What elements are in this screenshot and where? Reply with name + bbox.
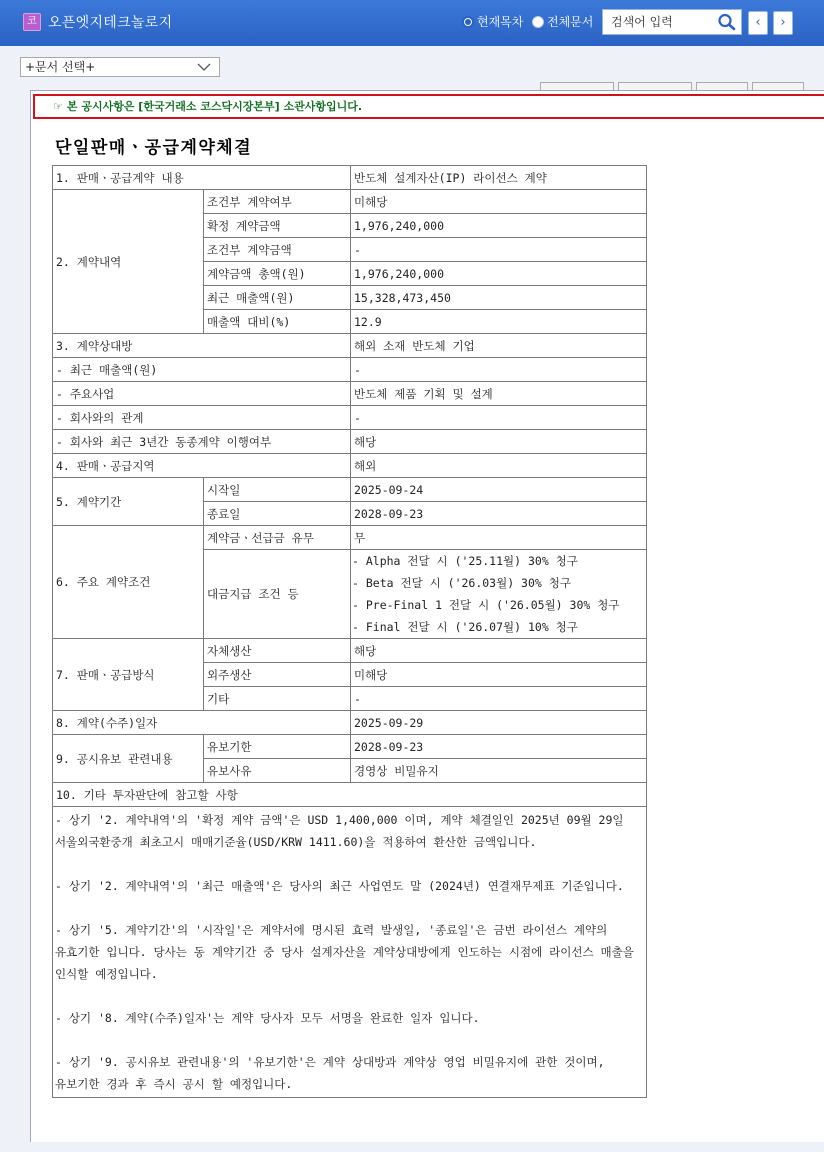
table-row bbox=[53, 430, 647, 454]
sub-value: 1,976,240,000 bbox=[351, 214, 647, 238]
row-label: 9. 공시유보 관련내용 bbox=[53, 735, 204, 783]
sub-value: 경영상 비밀유지 bbox=[351, 759, 647, 783]
disclosure-table bbox=[52, 165, 647, 1098]
sub-label: 매출액 대비(%) bbox=[204, 310, 351, 334]
sub-value: 15,328,473,450 bbox=[351, 286, 647, 310]
remarks-cell bbox=[53, 807, 647, 1098]
table-row bbox=[53, 334, 647, 358]
table-row bbox=[53, 807, 647, 1098]
radio-unchecked-icon[interactable] bbox=[532, 16, 544, 28]
row-label: 6. 주요 계약조건 bbox=[53, 526, 204, 639]
sub-value: 미해당 bbox=[351, 663, 647, 687]
payment-term-line: - Final 전달 시 ('26.07월) 10% 청구 bbox=[352, 620, 578, 634]
row-label: 8. 계약(수주)일자 bbox=[53, 711, 351, 735]
top-bar bbox=[0, 0, 824, 46]
payment-term-line: - Beta 전달 시 ('26.03월) 30% 청구 bbox=[352, 576, 571, 590]
table-row bbox=[53, 358, 647, 382]
sub-value: - bbox=[351, 238, 647, 262]
sub-value: 무 bbox=[351, 526, 647, 550]
company-title: 오픈엣지테크놀로지 bbox=[48, 15, 173, 31]
table-row bbox=[53, 454, 647, 478]
remark-paragraph: - 상기 '9. 공시유보 관련내용'의 '유보기한'은 계약 상대방과 계약상 영업 비밀유지에 관한 것이며, 유보기한 경과 후 즉시 공시 할 예정입니다. bbox=[55, 1055, 605, 1091]
table-row bbox=[53, 382, 647, 406]
row-label: - 최근 매출액(원) bbox=[53, 358, 351, 382]
sub-label: 최근 매출액(원) bbox=[204, 286, 351, 310]
sub-value: 12.9 bbox=[351, 310, 647, 334]
row-value: 해외 소재 반도체 기업 bbox=[351, 334, 647, 358]
row-label: 4. 판매ㆍ공급지역 bbox=[53, 454, 351, 478]
sub-value: 2028-09-23 bbox=[351, 735, 647, 759]
sub-value: 2025-09-24 bbox=[351, 478, 647, 502]
row-value: - bbox=[351, 358, 647, 382]
sub-label: 시작일 bbox=[204, 478, 351, 502]
search-icon[interactable] bbox=[717, 13, 737, 31]
sub-label: 자체생산 bbox=[204, 639, 351, 663]
chevron-down-icon bbox=[197, 62, 211, 72]
sub-label: 계약금ㆍ선급금 유무 bbox=[204, 526, 351, 550]
row-label: 5. 계약기간 bbox=[53, 478, 204, 526]
row-value: 반도체 제품 기획 및 설계 bbox=[351, 382, 647, 406]
notice-text: 본 공시사항은 [한국거래소 코스닥시장본부] 소관사항입니다. bbox=[66, 100, 363, 113]
table-row bbox=[53, 735, 647, 759]
sub-label: 기타 bbox=[204, 687, 351, 711]
row-label: 3. 계약상대방 bbox=[53, 334, 351, 358]
prev-button[interactable]: ‹ bbox=[748, 11, 768, 35]
document-select-value: +문서 선택+ bbox=[25, 60, 96, 74]
sub-label: 유보기한 bbox=[204, 735, 351, 759]
sub-value: 1,976,240,000 bbox=[351, 262, 647, 286]
table-row bbox=[53, 190, 647, 214]
sub-label: 계약금액 총액(원) bbox=[204, 262, 351, 286]
row-label: - 회사와 최근 3년간 동종계약 이행여부 bbox=[53, 430, 351, 454]
sub-value: - bbox=[351, 687, 647, 711]
radio-whole-doc[interactable] bbox=[532, 13, 593, 30]
payment-term-line: - Alpha 전달 시 ('25.11월) 30% 청구 bbox=[352, 554, 578, 568]
table-row bbox=[53, 639, 647, 663]
payment-term-line: - Pre-Final 1 전달 시 ('26.05월) 30% 청구 bbox=[352, 598, 620, 612]
sub-value: 2028-09-23 bbox=[351, 502, 647, 526]
row-label: 7. 판매ㆍ공급방식 bbox=[53, 639, 204, 711]
table-row bbox=[53, 526, 647, 550]
search-input[interactable] bbox=[603, 10, 713, 34]
pointing-hand-icon: ☞ bbox=[53, 100, 63, 113]
row-label: 10. 기타 투자판단에 참고할 사항 bbox=[53, 783, 647, 807]
sub-label: 조건부 계약여부 bbox=[204, 190, 351, 214]
row-label: 1. 판매ㆍ공급계약 내용 bbox=[53, 166, 351, 190]
radio-checked-icon[interactable] bbox=[462, 16, 474, 28]
radio-current-label: 현재목차 bbox=[477, 15, 524, 29]
remark-paragraph: - 상기 '2. 계약내역'의 '확정 계약 금액'은 USD 1,400,000 이며, 계약 체결일인 2025년 09월 29일 서울외국환중개 최초고시 매매기준율(USD/KRW 1411.60)을 적용하여 환산한 금액입니다. bbox=[55, 813, 624, 849]
sub-value: 미해당 bbox=[351, 190, 647, 214]
sub-label: 조건부 계약금액 bbox=[204, 238, 351, 262]
row-value: - bbox=[351, 406, 647, 430]
next-button[interactable]: › bbox=[773, 11, 793, 35]
page-title: 단일판매ㆍ공급계약체결 bbox=[55, 138, 253, 158]
radio-current-toc[interactable] bbox=[462, 13, 523, 30]
table-row bbox=[53, 711, 647, 735]
search-box bbox=[602, 9, 742, 35]
table-row bbox=[53, 783, 647, 807]
sub-label: 외주생산 bbox=[204, 663, 351, 687]
table-row bbox=[53, 166, 647, 190]
row-value: 해외 bbox=[351, 454, 647, 478]
app-logo-icon: 코 bbox=[23, 13, 41, 31]
table-row bbox=[53, 478, 647, 502]
jurisdiction-notice bbox=[33, 94, 824, 119]
radio-all-label: 전체문서 bbox=[547, 15, 594, 29]
sub-label: 유보사유 bbox=[204, 759, 351, 783]
row-label: - 회사와의 관계 bbox=[53, 406, 351, 430]
payment-terms bbox=[351, 550, 647, 639]
table-row bbox=[53, 406, 647, 430]
remark-paragraph: - 상기 '2. 계약내역'의 '최근 매출액'은 당사의 최근 사업연도 말 (2024년) 연결재무제표 기준입니다. bbox=[55, 879, 624, 893]
remark-paragraph: - 상기 '8. 계약(수주)일자'는 계약 당사자 모두 서명을 완료한 일자 입니다. bbox=[55, 1011, 480, 1025]
document-select[interactable] bbox=[20, 57, 220, 77]
row-label: 2. 계약내역 bbox=[53, 190, 204, 334]
row-value: 2025-09-29 bbox=[351, 711, 647, 735]
sub-value: 해당 bbox=[351, 639, 647, 663]
sub-label: 대금지급 조건 등 bbox=[204, 550, 351, 639]
row-value: 반도체 설계자산(IP) 라이선스 계약 bbox=[351, 166, 647, 190]
remark-paragraph: - 상기 '5. 계약기간'의 '시작일'은 계약서에 명시된 효력 발생일, '종료일'은 금번 라이선스 계약의 유효기한 입니다. 당사는 동 계약기간 중 당사 설계자산을 계약상대방에게 인도하는 시점에 라이선스 매출을 인식할 예정입니다. bbox=[55, 923, 634, 981]
row-label: - 주요사업 bbox=[53, 382, 351, 406]
sub-label: 종료일 bbox=[204, 502, 351, 526]
sub-label: 확정 계약금액 bbox=[204, 214, 351, 238]
document-viewer bbox=[30, 90, 824, 1142]
row-value: 해당 bbox=[351, 430, 647, 454]
